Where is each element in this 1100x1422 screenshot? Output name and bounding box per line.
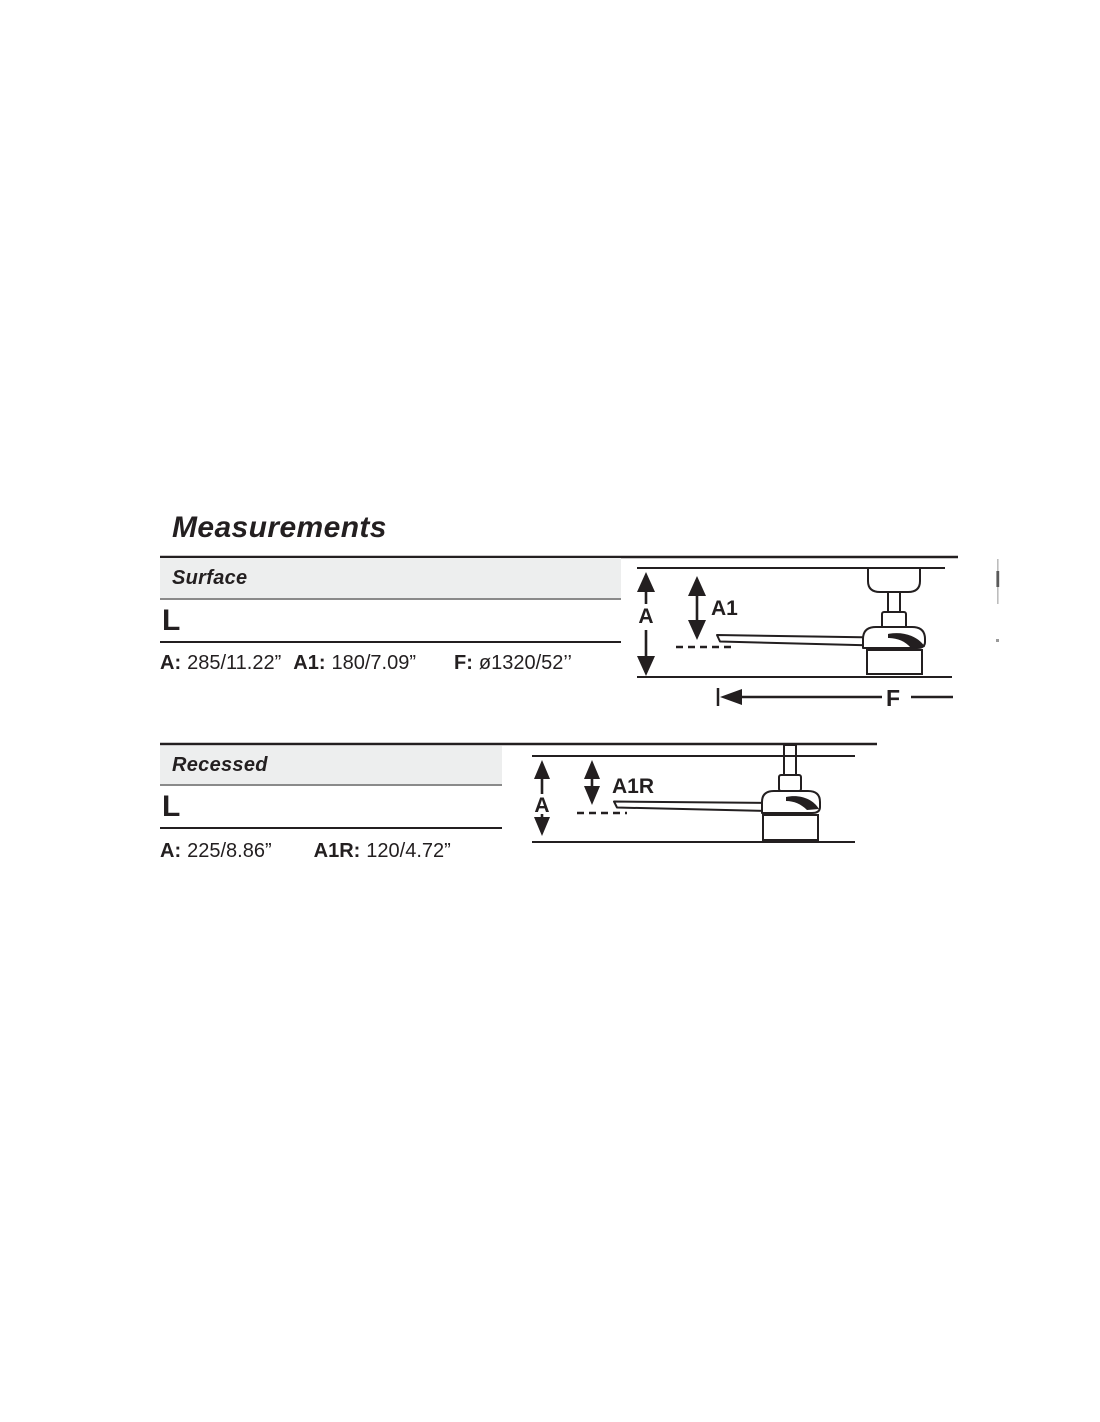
dim-arrow-a1r: [584, 760, 600, 805]
dim-label-f: F: [886, 685, 901, 711]
spec-a1r: [314, 840, 451, 863]
spec-f-value: ø1320/52’’: [478, 652, 572, 674]
recessed-header-bar: [160, 746, 502, 786]
dim-label-a: A: [534, 794, 550, 817]
dim-f-line: [718, 688, 953, 706]
recessed-header-label: Recessed: [172, 753, 268, 776]
spec-f: [454, 652, 572, 675]
dim-label-a1r: A1R: [612, 775, 655, 798]
spec-a: [160, 652, 281, 675]
spec-a1: [293, 652, 416, 675]
surface-model-row: [160, 600, 621, 643]
spec-a1r-label: A1R:: [313, 840, 361, 862]
surface-header-label: Surface: [172, 566, 248, 589]
recessed-specs: [160, 829, 502, 863]
dim-arrow-a1: [688, 576, 706, 640]
spec-a-value: 285/11.22”: [187, 652, 282, 674]
recessed-model: L: [162, 789, 181, 823]
page-title: Measurements: [172, 511, 387, 544]
fan-coupling: [779, 775, 801, 791]
dim-label-a: A: [638, 605, 654, 628]
recessed-table: [160, 746, 502, 863]
surface-header-bar: [160, 558, 621, 600]
fan-coupling: [882, 612, 906, 628]
spec-a-label: A:: [160, 840, 182, 862]
spec-a1-label: A1:: [293, 652, 326, 674]
fan-downrod: [784, 745, 796, 776]
surface-model: L: [162, 603, 181, 637]
spec-a-value: 225/8.86”: [187, 840, 272, 862]
spec-a1r-value: 120/4.72”: [366, 840, 451, 862]
spec-a1-value: 180/7.09”: [331, 652, 417, 674]
spec-a: [160, 840, 272, 863]
surface-table: [160, 558, 621, 675]
spec-f-label: F:: [454, 652, 473, 674]
fan-light-box: [867, 650, 922, 674]
fan-downrod: [888, 592, 900, 613]
surface-specs: [160, 643, 621, 675]
recessed-model-row: [160, 786, 502, 829]
dim-label-a1: A1: [711, 597, 738, 620]
spec-a-label: A:: [160, 652, 182, 674]
fan-light-box: [763, 815, 818, 840]
scan-artifact: [996, 559, 999, 642]
fan-canopy: [868, 568, 920, 592]
